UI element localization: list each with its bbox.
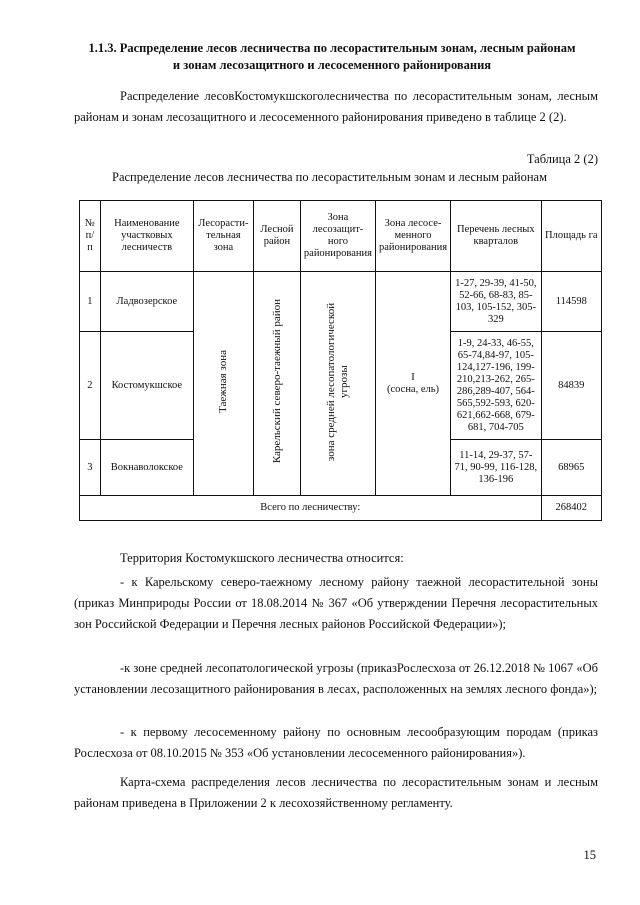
header-num: № п/п: [80, 201, 101, 272]
forest-distribution-table: [79, 200, 602, 521]
row-area: 84839: [541, 332, 601, 440]
total-label: Всего по лесничеству:: [80, 496, 542, 521]
row-name: Вокнаволокское: [100, 440, 193, 496]
row-area: 114598: [541, 272, 601, 332]
header-region: Лесной район: [253, 201, 300, 272]
row-blocks: 1-9, 24-33, 46-55, 65-74,84-97, 105-124,127-196, 199-210,213-262, 265-286,289-407, 564-565,592-593, 620-621,662-668, 679-681, 704-705: [451, 332, 542, 440]
body-paragraph-1: Территория Костомукшского лесничества относится:: [120, 551, 404, 565]
row-blocks: 11-14, 29-37, 57-71, 90-99, 116-128, 136-196: [451, 440, 542, 496]
header-protect: Зона лесозащит-ного районирования: [300, 201, 375, 272]
merged-region-cell: [253, 272, 300, 496]
table-caption: Распределение лесов лесничества по лесорастительным зонам и лесным районам: [112, 170, 548, 184]
region-text: Карельский северо-таежный район: [270, 299, 283, 464]
protect-text: зона средней лесопатологической угрозы: [324, 302, 350, 461]
row-num: 1: [80, 272, 101, 332]
body-paragraph-4: - к первому лесосеменному району по основным лесообразующим породам (приказ Рослесхоза от 08.10.2015 № 353 «Об установлении лесосеменного районирования»).: [74, 725, 598, 760]
heading-line-2: и зонам лесозащитного и лесосеменного районирования: [172, 58, 492, 72]
row-name: Костомукшское: [100, 332, 193, 440]
heading-line-1: 1.1.3. Распределение лесов лесничества по лесорастительным зонам, лесным районам: [88, 41, 576, 55]
merged-zone-cell: [193, 272, 253, 496]
zone-text: Таежная зона: [217, 350, 230, 413]
seed-text: (сосна, ель): [386, 383, 440, 395]
row-num: 3: [80, 440, 101, 496]
seed-num: I: [411, 371, 415, 383]
row-name: Ладвозерское: [100, 272, 193, 332]
header-blocks: Перечень лесных кварталов: [451, 201, 542, 272]
body-paragraph-3: -к зоне средней лесопатологической угрозы (приказРослесхоза от 26.12.2018 № 1067 «Об установлении лесозащитного районирования в лесах, расположенных на землях лесного фонда»);: [74, 661, 598, 696]
merged-protect-cell: [300, 272, 375, 496]
header-name: Наименование участковых лесничеств: [100, 201, 193, 272]
merged-seed-cell: [375, 272, 450, 496]
header-zone: Лесорасти-тельная зона: [193, 201, 253, 272]
table-header-row: [80, 201, 602, 272]
section-heading: [60, 40, 604, 74]
table-row: [80, 272, 602, 332]
body-paragraph-2: - к Карельскому северо-таежному лесному району таежной лесорастительной зоны (приказ Минприроды России от 18.08.2014 № 367 «Об утверждении Перечня лесорастительных зон Российской Федерации и Перечня лесных районов Российской Федерации»);: [74, 575, 598, 631]
table-total-row: [80, 496, 602, 521]
page-number: 15: [583, 848, 596, 862]
header-seed: Зона лесосе-менного районирования: [375, 201, 450, 272]
row-blocks: 1-27, 29-39, 41-50, 52-66, 68-83, 85-103, 105-152, 305-329: [451, 272, 542, 332]
row-num: 2: [80, 332, 101, 440]
table-label: Таблица 2 (2): [526, 152, 598, 166]
body-paragraph-5: Карта-схема распределения лесов лесничества по лесорастительным зонам и лесным районам приведена в Приложении 2 к лесохозяйственному регламенту.: [74, 775, 598, 810]
row-area: 68965: [541, 440, 601, 496]
intro-paragraph: Распределение лесовКостомукшскоголесничества по лесорастительным зонам, лесным районам и зонам лесозащитного и лесосеменного районирования приведено в таблице 2 (2).: [74, 89, 598, 124]
total-value: 268402: [541, 496, 601, 521]
header-area: Площадь га: [541, 201, 601, 272]
